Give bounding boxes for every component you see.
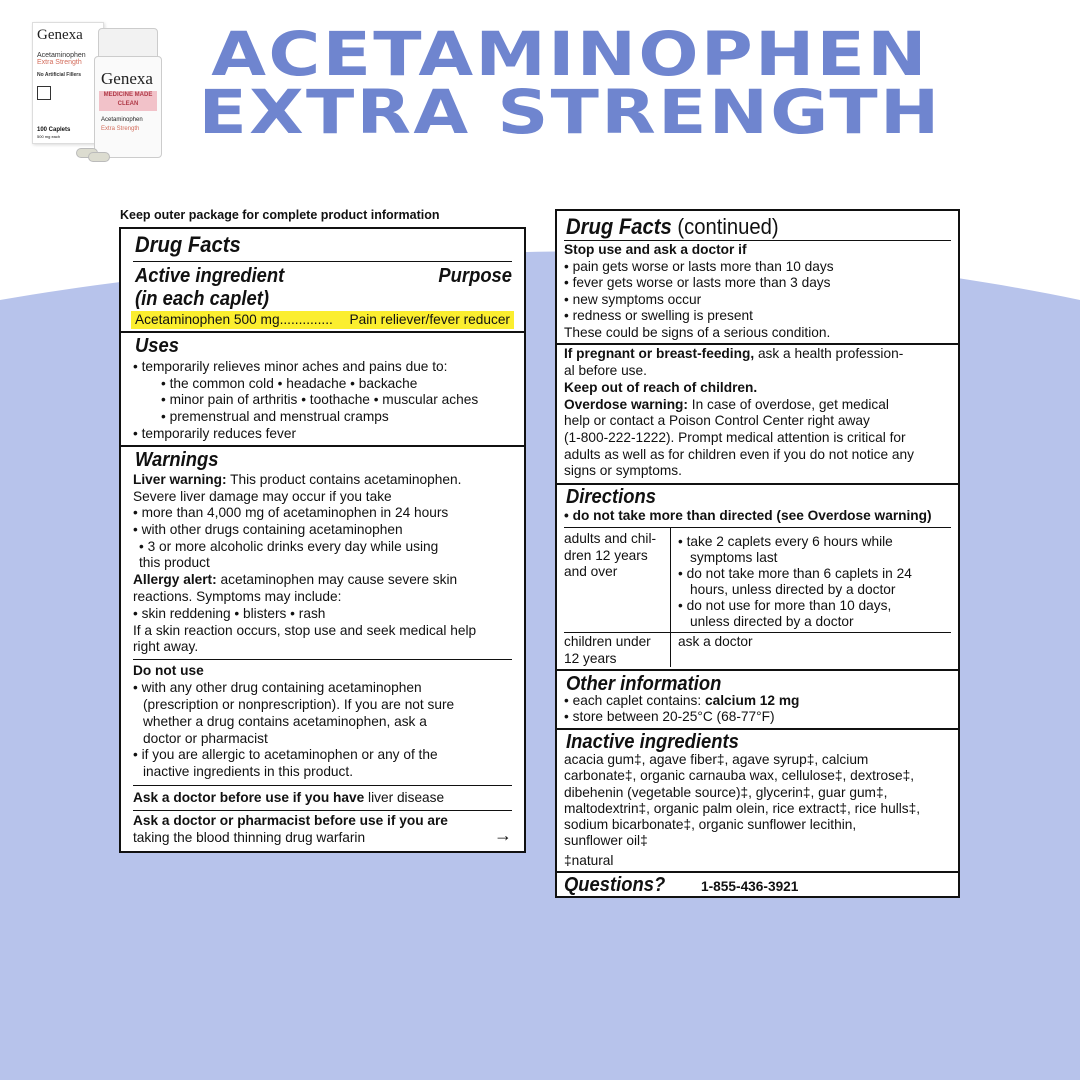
uses-line: • minor pain of arthritis • toothache • muscular aches bbox=[161, 392, 479, 407]
divider bbox=[557, 871, 958, 873]
adults-direction: symptoms last bbox=[690, 550, 778, 565]
allergy-line: right away. bbox=[133, 639, 199, 654]
divider bbox=[564, 527, 951, 528]
box-strength: Extra Strength bbox=[37, 59, 82, 66]
directions-heading: Directions bbox=[566, 486, 656, 508]
ask-doctor-text: liver disease bbox=[368, 790, 445, 805]
allergy-line: reactions. Symptoms may include: bbox=[133, 589, 342, 604]
allergy-alert bbox=[133, 572, 457, 589]
divider bbox=[557, 728, 958, 730]
pregnancy-label: If pregnant or breast-feeding, bbox=[564, 346, 755, 361]
drug-facts-continued-panel bbox=[555, 209, 960, 898]
other-info-prefix: • each caplet contains: bbox=[564, 693, 702, 708]
divider bbox=[557, 483, 958, 485]
adults-direction: • do not take more than 6 caplets in 24 bbox=[678, 566, 912, 581]
overdose-warning bbox=[564, 397, 889, 414]
overdose-line: adults as well as for children even if you do not notice any bbox=[564, 447, 914, 462]
divider bbox=[133, 261, 512, 262]
liver-warning bbox=[133, 472, 461, 489]
continued-label: (continued) bbox=[677, 214, 779, 239]
box-name: Acetaminophen bbox=[37, 52, 86, 59]
uses-line: • temporarily reduces fever bbox=[133, 426, 297, 441]
warning-line: this product bbox=[139, 555, 210, 570]
ask-doctor-line bbox=[133, 790, 444, 807]
product-bottle bbox=[92, 28, 162, 156]
stop-use-line: • fever gets worse or lasts more than 3 days bbox=[564, 275, 831, 290]
purpose-line: Pain reliever/fever reducer bbox=[349, 312, 510, 327]
warning-line: • more than 4,000 mg of acetaminophen in 24 hours bbox=[133, 505, 449, 520]
active-ingredient-sub: (in each caplet) bbox=[135, 288, 269, 310]
do-not-use-line: • if you are allergic to acetaminophen or any of the bbox=[133, 747, 438, 762]
page-headline bbox=[164, 19, 976, 148]
adults-label: adults and chil- bbox=[564, 531, 657, 546]
overdose-text: In case of overdose, get medical bbox=[691, 397, 889, 412]
active-ingredient-line: Acetaminophen 500 mg.............. bbox=[135, 312, 333, 327]
do-not-use-line: whether a drug contains acetaminophen, ask a bbox=[143, 714, 427, 729]
table-divider bbox=[670, 527, 671, 667]
box-tag: No Artificial Fillers bbox=[37, 72, 81, 78]
overdose-line: (1-800-222-1222). Prompt medical attention is critical for bbox=[564, 430, 906, 445]
children-label: children under bbox=[564, 634, 651, 649]
allergy-alert-label: Allergy alert: bbox=[133, 572, 217, 587]
liver-warning-label: Liver warning: bbox=[133, 472, 227, 487]
inactive-line: sodium bicarbonate‡, organic sunflower lecithin, bbox=[564, 817, 857, 832]
do-not-use-line: inactive ingredients in this product. bbox=[143, 764, 353, 779]
divider bbox=[557, 343, 958, 345]
inactive-line: sunflower oil‡ bbox=[564, 833, 648, 848]
stop-use-line: • redness or swelling is present bbox=[564, 308, 753, 323]
product-image bbox=[28, 22, 168, 172]
overdose-label: Overdose warning: bbox=[564, 397, 688, 412]
do-not-use-heading: Do not use bbox=[133, 663, 204, 678]
box-count: 100 Caplets bbox=[37, 127, 71, 133]
bottle-brand: Genexa bbox=[101, 69, 153, 88]
directions-note: • do not take more than directed (see Overdose warning) bbox=[564, 508, 932, 523]
ask-pharmacist-label: Ask a doctor or pharmacist before use if you are bbox=[133, 813, 448, 828]
divider bbox=[133, 659, 512, 660]
uses-line: • the common cold • headache • backache bbox=[161, 376, 418, 391]
adults-label: dren 12 years bbox=[564, 548, 648, 563]
other-info-line bbox=[564, 693, 799, 710]
drug-facts-title: Drug Facts bbox=[566, 214, 672, 239]
adults-direction: hours, unless directed by a doctor bbox=[690, 582, 896, 597]
stop-use-heading: Stop use and ask a doctor if bbox=[564, 242, 747, 257]
drug-facts-title: Drug Facts bbox=[135, 232, 241, 257]
inactive-line: acacia gum‡, agave fiber‡, agave syrup‡, calcium bbox=[564, 752, 869, 767]
adults-direction: unless directed by a doctor bbox=[690, 614, 854, 629]
verified-seal-icon bbox=[37, 86, 51, 100]
warnings-heading: Warnings bbox=[135, 449, 219, 471]
other-info-line: • store between 20-25°C (68-77°F) bbox=[564, 709, 775, 724]
bottle-body bbox=[94, 56, 162, 158]
divider bbox=[121, 445, 524, 447]
uses-line: • temporarily relieves minor aches and pains due to: bbox=[133, 359, 448, 374]
allergy-line: • skin reddening • blisters • rash bbox=[133, 606, 326, 621]
bottle-name: Acetaminophen bbox=[101, 117, 143, 123]
bottle-badge: MEDICINE MADE CLEAN bbox=[99, 91, 157, 111]
allergy-line: If a skin reaction occurs, stop use and seek medical help bbox=[133, 623, 477, 638]
stop-use-line: • pain gets worse or lasts more than 10 days bbox=[564, 259, 834, 274]
do-not-use-line: • with any other drug containing acetaminophen bbox=[133, 680, 422, 695]
divider bbox=[564, 632, 951, 633]
do-not-use-line: doctor or pharmacist bbox=[143, 731, 268, 746]
other-information-heading: Other information bbox=[566, 673, 722, 695]
purpose-heading: Purpose bbox=[438, 265, 512, 287]
divider bbox=[564, 240, 951, 241]
bottle-strength: Extra Strength bbox=[101, 126, 140, 132]
warning-line: Severe liver damage may occur if you take bbox=[133, 489, 392, 504]
divider bbox=[133, 785, 512, 786]
headline-line-1: ACETAMINOPHEN bbox=[211, 19, 929, 90]
uses-heading: Uses bbox=[135, 335, 179, 357]
inactive-line: dibehenin (vegetable source)‡, glycerin‡, guar gum‡, bbox=[564, 785, 888, 800]
divider bbox=[133, 810, 512, 811]
stop-use-line: • new symptoms occur bbox=[564, 292, 702, 307]
continue-arrow-icon: → bbox=[494, 825, 512, 845]
adults-direction: • take 2 caplets every 6 hours while bbox=[678, 534, 893, 549]
stop-use-line: These could be signs of a serious condition. bbox=[564, 325, 831, 340]
keep-package-note: Keep outer package for complete product information bbox=[120, 208, 440, 222]
uses-line: • premenstrual and menstrual cramps bbox=[161, 409, 389, 424]
children-label: 12 years bbox=[564, 651, 617, 666]
ask-doctor-label: Ask a doctor before use if you have bbox=[133, 790, 365, 805]
inactive-line: carbonate‡, organic carnauba wax, cellulose‡, dextrose‡, bbox=[564, 768, 915, 783]
warning-line: • with other drugs containing acetaminophen bbox=[133, 522, 403, 537]
adults-direction: • do not use for more than 10 days, bbox=[678, 598, 892, 613]
inactive-ingredients-heading: Inactive ingredients bbox=[566, 731, 739, 753]
active-ingredient-heading: Active ingredient bbox=[135, 265, 285, 287]
keep-out-of-reach: Keep out of reach of children. bbox=[564, 380, 758, 395]
questions-label: Questions? bbox=[564, 874, 666, 896]
box-brand: Genexa bbox=[37, 27, 83, 43]
other-info-bold: calcium 12 mg bbox=[705, 693, 800, 708]
headline-line-2: EXTRA STRENGTH bbox=[198, 77, 942, 148]
pregnancy-warning bbox=[564, 346, 903, 363]
questions-phone[interactable]: 1-855-436-3921 bbox=[701, 879, 799, 894]
allergy-alert-text: acetaminophen may cause severe skin bbox=[220, 572, 458, 587]
divider bbox=[121, 331, 524, 333]
liver-warning-text: This product contains acetaminophen. bbox=[230, 472, 462, 487]
drug-facts-panel bbox=[119, 227, 526, 853]
do-not-use-line: (prescription or nonprescription). If you are not sure bbox=[143, 697, 455, 712]
drug-facts-continued-title bbox=[566, 215, 779, 239]
ask-pharmacist-text: taking the blood thinning drug warfarin bbox=[133, 830, 366, 845]
pregnancy-line: al before use. bbox=[564, 363, 647, 378]
caplet-image bbox=[88, 152, 110, 162]
children-direction: ask a doctor bbox=[678, 634, 753, 649]
overdose-line: signs or symptoms. bbox=[564, 463, 682, 478]
adults-label: and over bbox=[564, 564, 618, 579]
inactive-line: maltodextrin‡, organic palm olein, rice extract‡, rice hulls‡, bbox=[564, 801, 921, 816]
box-dose: 500 mg each bbox=[37, 134, 61, 139]
pregnancy-text: ask a health profession- bbox=[757, 346, 904, 361]
divider bbox=[557, 669, 958, 671]
overdose-line: help or contact a Poison Control Center right away bbox=[564, 413, 870, 428]
natural-note: ‡natural bbox=[564, 853, 614, 868]
warning-line: • 3 or more alcoholic drinks every day while using bbox=[139, 539, 439, 554]
